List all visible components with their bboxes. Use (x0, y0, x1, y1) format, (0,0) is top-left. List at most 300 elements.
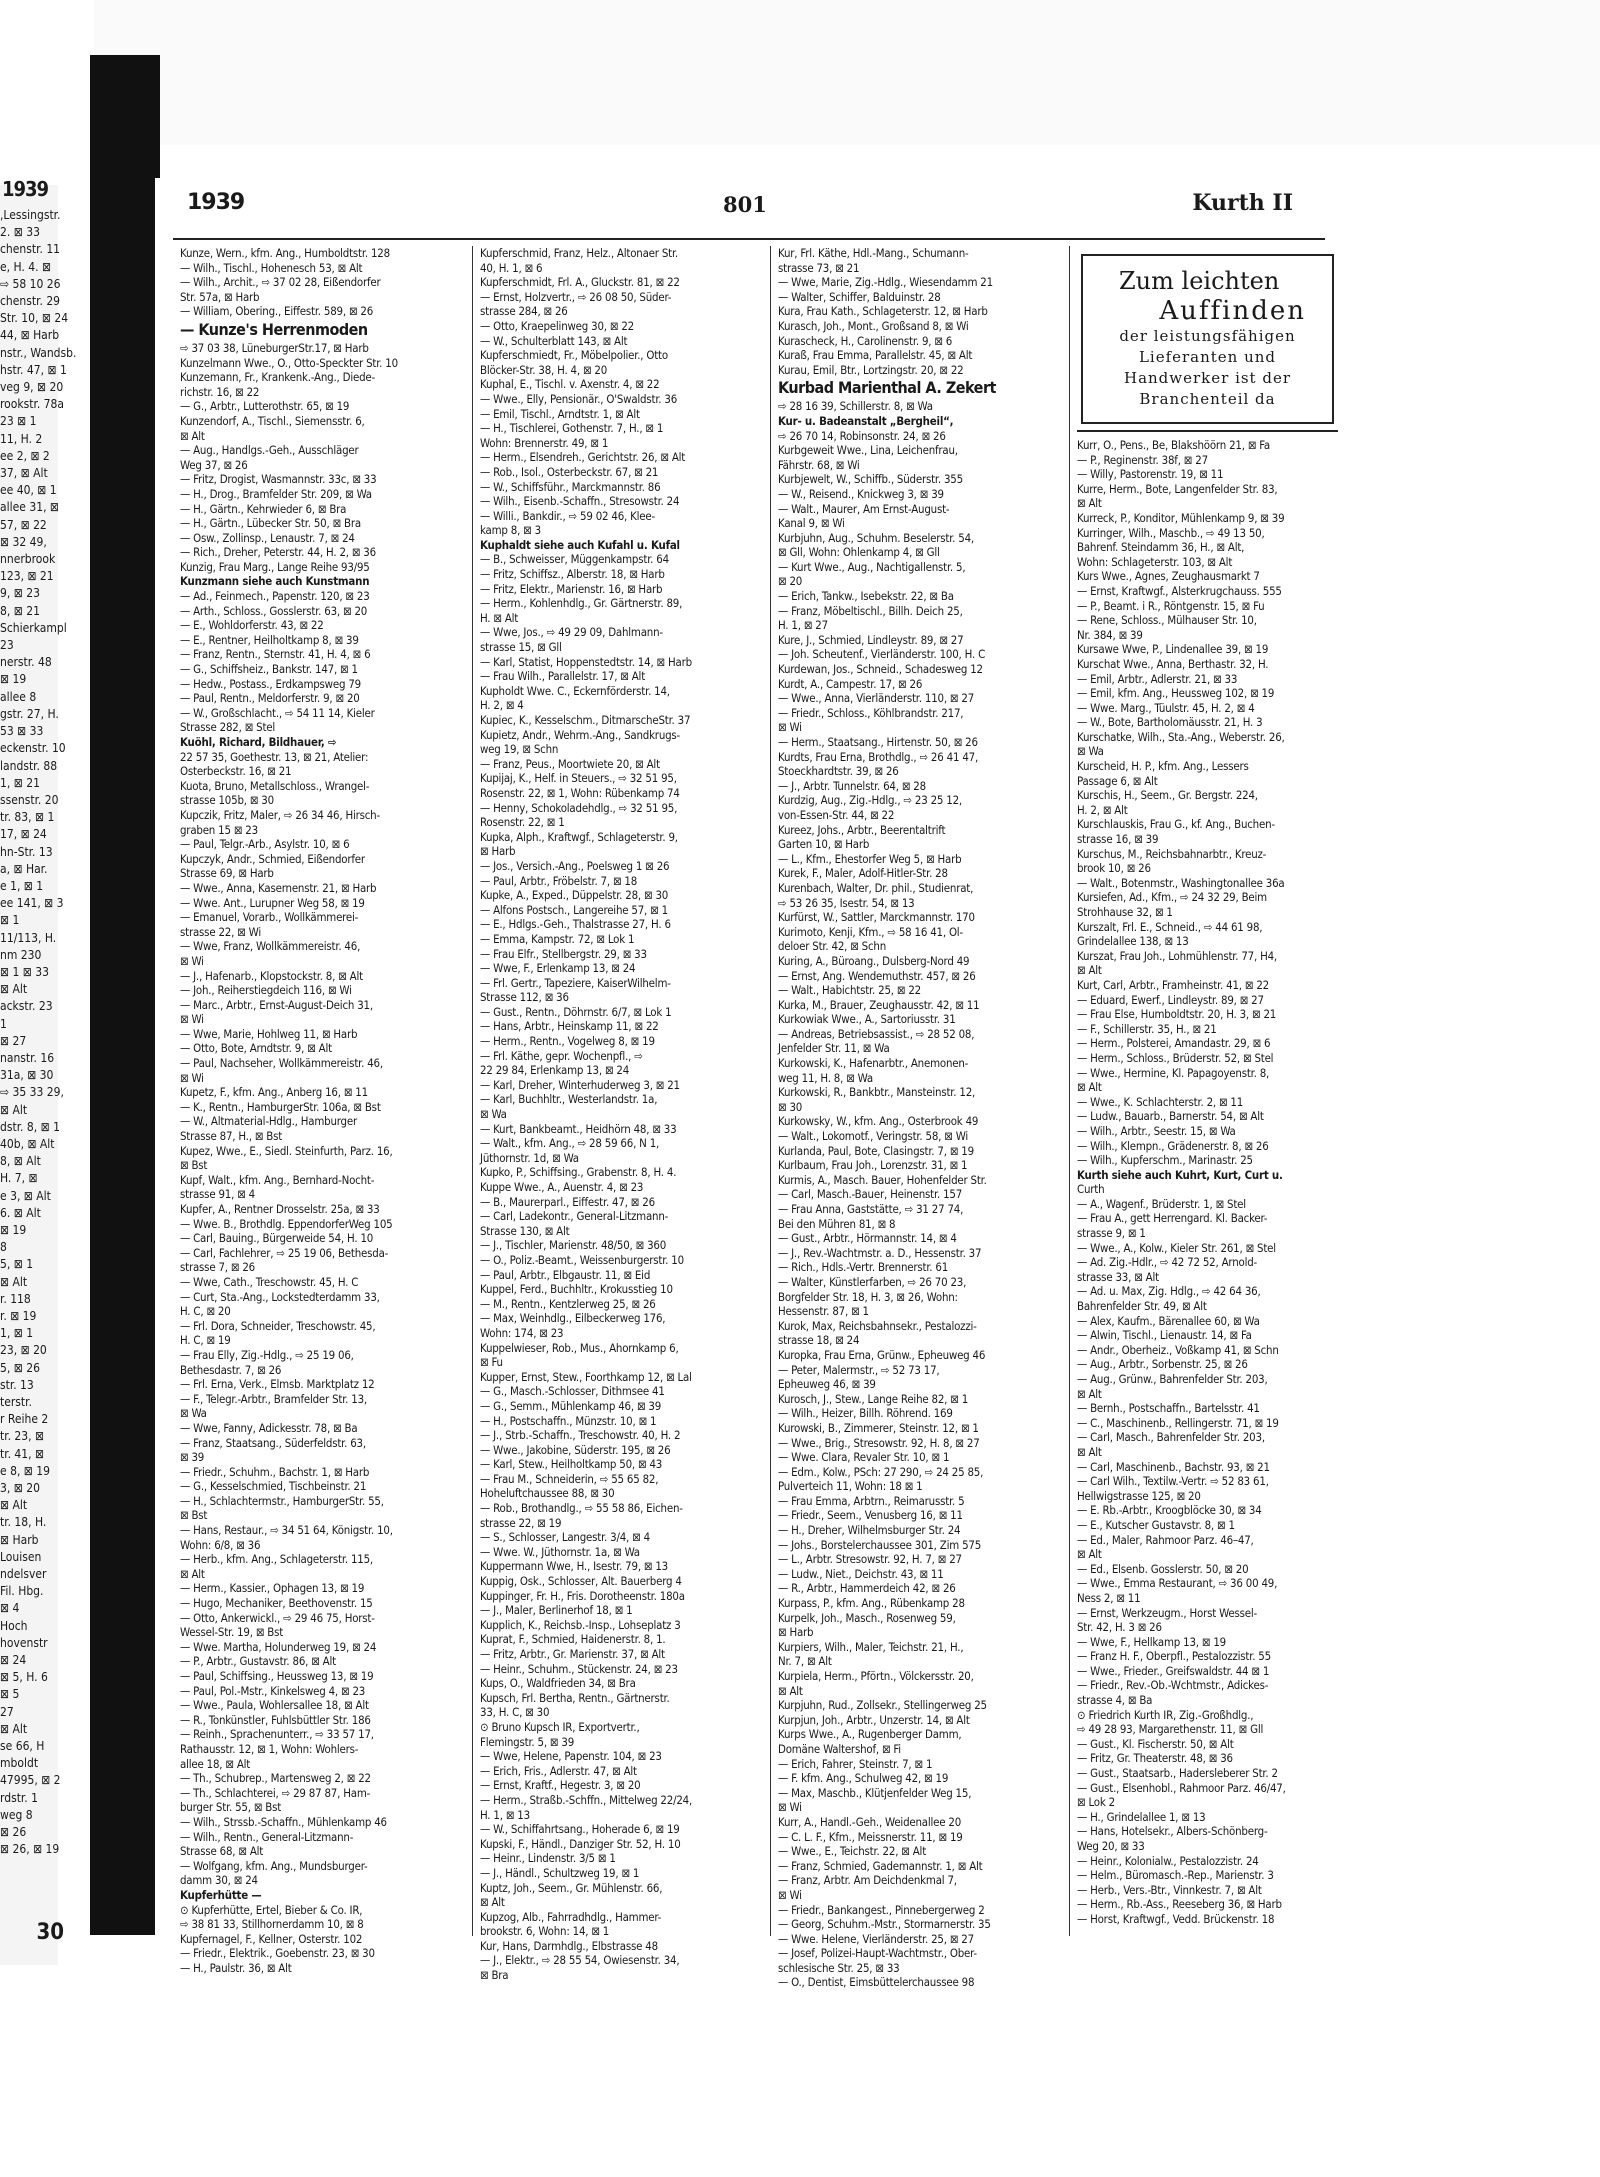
directory-entry: Kupholdt Wwe. C., Eckernförderstr. 14, (480, 683, 670, 698)
directory-entry: Rathausstr. 12, ⊠ 1, Wohn: Wohlers- (180, 1741, 359, 1756)
previous-page-line: 3, ⊠ 20 (0, 1481, 40, 1496)
directory-entry: — Wwe., Brig., Stresowstr. 92, H. 8, ⊠ 27 (778, 1435, 980, 1450)
directory-entry: H. 1, ⊠ 13 (480, 1807, 530, 1822)
directory-entry: Kurlanda, Paul, Bote, Clasingstr. 7, ⊠ 19 (778, 1143, 974, 1158)
directory-entry: — Joh. Scheutenf., Vierländerstr. 100, H. C (778, 647, 986, 662)
directory-entry: Hessenstr. 87, ⊠ 1 (778, 1304, 869, 1319)
directory-entry: — Aug., Handlgs.-Geh., Ausschläger (180, 443, 359, 458)
previous-page-line: hovenstr (0, 1635, 48, 1650)
directory-entry: Kurkowski, R., Bankbtr., Mansteinstr. 12, (778, 1085, 976, 1100)
scan-top-margin (0, 0, 1600, 145)
directory-entry: — Ad., Feinmech., Papenstr. 120, ⊠ 23 (180, 589, 370, 604)
directory-entry: ⊙ Kupferhütte, Ertel, Bieber & Co. IR, (180, 1902, 363, 1917)
directory-entry: ⊠ 39 (180, 1450, 205, 1465)
previous-page-line: se 66, H (0, 1739, 45, 1754)
directory-entry: Borgfelder Str. 18, H. 3, ⊠ 26, Wohn: (778, 1289, 958, 1304)
directory-entry: — Paul, Arbtr., Elbgaustr. 11, ⊠ Eid (480, 1267, 651, 1282)
directory-entry: — J., Arbtr. Tunnelstr. 64, ⊠ 28 (778, 778, 926, 793)
directory-entry: Kurscheid, H. P., kfm. Ang., Lessers (1077, 759, 1249, 774)
directory-entry: — J., Rev.-Wachtmstr. a. D., Hessenstr. 37 (778, 1245, 982, 1260)
directory-entry: — Herm., Straßb.-Schffn., Mittelweg 22/24, (480, 1792, 693, 1807)
previous-page-line: a, ⊠ Har. (0, 861, 48, 876)
directory-entry: Kurka, M., Brauer, Zeughausstr. 42, ⊠ 11 (778, 997, 980, 1012)
directory-entry: Kurok, Max, Reichsbahnsekr., Pestalozzi- (778, 1318, 977, 1333)
previous-page-line: terstr. (0, 1395, 32, 1410)
previous-page-line: 1 (0, 1016, 7, 1031)
previous-page-line: ⊠ 4 (0, 1601, 20, 1616)
directory-entry: — Herm., Staatsang., Hirtenstr. 50, ⊠ 26 (778, 735, 978, 749)
previous-page-line: nstr., Wandsb. (0, 345, 77, 360)
column-2 (473, 246, 771, 1983)
directory-entry: Strasse 68, ⊠ Alt (180, 1844, 264, 1859)
directory-entry: — G., Masch.-Schlosser, Dithmsee 41 (480, 1384, 665, 1399)
directory-entry: Kupetz, F., kfm. Ang., Anberg 16, ⊠ 11 (180, 1085, 368, 1100)
directory-entry: Wohn: Brennerstr. 49, ⊠ 1 (480, 435, 609, 450)
directory-entry: — Frl. Erna, Verk., Elmsb. Marktplatz 12 (180, 1377, 375, 1392)
directory-entry: ⊠ Alt (1077, 496, 1102, 511)
directory-entry: — L., Kfm., Ehestorfer Weg 5, ⊠ Harb (778, 851, 962, 866)
directory-entry: — H., Gärtn., Kehrwieder 6, ⊠ Bra (180, 501, 347, 516)
previous-page-fragment (0, 177, 77, 1965)
ad-line-5: Handwerker ist der (1123, 369, 1292, 387)
directory-entry: von-Essen-Str. 44, ⊠ 22 (778, 807, 895, 822)
directory-entry: Kuptz, Joh., Seem., Gr. Mühlenstr. 66, (480, 1880, 663, 1895)
directory-entry: — Peter, Malermstr., ⇨ 52 73 17, (778, 1362, 940, 1377)
directory-entry: — E., Rentner, Heilholtkamp 8, ⊠ 39 (180, 632, 359, 647)
directory-entry: — Ernst, Kraftwgf., Alsterkrugchauss. 555 (1077, 583, 1282, 598)
previous-page-line: 1, ⊠ 1 (0, 1326, 34, 1341)
directory-entry: Kurbgeweit Wwe., Lina, Leichenfrau, (778, 443, 958, 458)
directory-entry: — P., Reginenstr. 38f, ⊠ 27 (1077, 452, 1208, 467)
previous-page-line: ndelsver (0, 1567, 47, 1582)
previous-page-line: e 8, ⊠ 19 (0, 1463, 51, 1478)
directory-entry: ⇨ 49 28 93, Margarethenstr. 11, ⊠ Gll (1077, 1722, 1264, 1737)
directory-entry: — Wwe. Helene, Vierländerstr. 25, ⊠ 27 (778, 1931, 974, 1946)
directory-entry: Kuota, Bruno, Metallschloss., Wrangel- (180, 778, 370, 793)
directory-entry: Kupferschmidt, Frl. A., Gluckstr. 81, ⊠ 22 (480, 275, 680, 290)
directory-entry: — Ed., Elsenb. Gosslerstr. 50, ⊠ 20 (1077, 1561, 1249, 1576)
previous-page-line: 11, H. 2 (0, 431, 43, 446)
previous-page-line: dstr. 8, ⊠ 1 (0, 1119, 60, 1134)
directory-entry: — Frau Wilh., Parallelstr. 17, ⊠ Alt (480, 669, 646, 684)
directory-entry: ⊠ Alt (1077, 1386, 1102, 1401)
directory-entry: — Herb., kfm. Ang., Schlageterstr. 115, (180, 1552, 373, 1567)
directory-entry: Kurpjuhn, Rud., Zollsekr., Stellingerweg 25 (778, 1698, 987, 1713)
directory-entry: — Walt., Maurer, Am Ernst-August- (778, 501, 950, 516)
previous-page-line: rdstr. 1 (0, 1790, 38, 1805)
directory-entry: Weg 20, ⊠ 33 (1077, 1839, 1145, 1853)
directory-entry: Jenfelder Str. 11, ⊠ Wa (778, 1041, 890, 1056)
directory-entry: ⊠ Alt (1077, 1444, 1102, 1459)
directory-entry: — Otto, Bote, Arndtstr. 9, ⊠ Alt (180, 1041, 332, 1056)
directory-entry: Kurau, Emil, Btr., Lortzingstr. 20, ⊠ 22 (778, 362, 964, 377)
directory-entry: — Franz H. F., Oberpfl., Pestalozzistr. 55 (1077, 1649, 1271, 1664)
directory-entry: Str. 57a, ⊠ Harb (180, 289, 260, 304)
directory-entry: — Paul, Arbtr., Fröbelstr. 7, ⊠ 18 (480, 873, 638, 888)
directory-entry: — Gust., Elsenhobl., Rahmoor Parz. 46/47, (1077, 1780, 1286, 1795)
directory-entry: — R., Arbtr., Hammerdeich 42, ⊠ 26 (778, 1581, 956, 1596)
directory-entry: H. 1, ⊠ 27 (778, 618, 828, 633)
previous-page-line: ⊠ Alt (0, 1274, 28, 1289)
previous-page-line: tr. 23, ⊠ (0, 1429, 45, 1444)
directory-entry: Blöcker-Str. 38, H. 4, ⊠ 20 (480, 362, 608, 377)
column-3 (771, 246, 1070, 1990)
directory-entry: Curth (1077, 1182, 1105, 1197)
previous-page-line: nanstr. 16 (0, 1050, 55, 1065)
directory-entry: — Emanuel, Vorarb., Wollkämmerei- (180, 910, 359, 925)
previous-page-line: ⊠ Alt (0, 1102, 28, 1117)
directory-entry: ⊠ Wi (778, 1887, 802, 1902)
directory-entry: — Gust., Rentn., Döhrnstr. 6/7, ⊠ Lok 1 (480, 1004, 672, 1019)
directory-entry: — Bernh., Postschaffn., Bartelsstr. 41 (1077, 1401, 1260, 1416)
directory-entry: brookstr. 6, Wohn: 14, ⊠ 1 (480, 1924, 610, 1939)
directory-entry: — Andr., Oberheiz., Voßkamp 41, ⊠ Schn (1077, 1342, 1279, 1357)
directory-entry: — Rene, Schloss., Mülhauser Str. 10, (1077, 613, 1257, 628)
directory-entry: — Gust., Arbtr., Hörmannstr. 14, ⊠ 4 (778, 1231, 957, 1246)
directory-entry: — Wwe. Ant., Lurupner Weg 58, ⊠ 19 (180, 895, 365, 910)
directory-entry: Strasse 130, ⊠ Alt (480, 1223, 570, 1238)
directory-entry: Kupper, Ernst, Stew., Foorthkamp 12, ⊠ Lal (480, 1369, 692, 1384)
directory-entry: ⊠ Alt (1077, 963, 1102, 978)
directory-entry: — Paul, Pol.-Mstr., Kinkelsweg 4, ⊠ 23 (180, 1683, 366, 1698)
directory-entry: — Friedr., Bankangest., Pinnebergerweg 2 (778, 1902, 985, 1917)
previous-page-line: 57, ⊠ 22 (0, 517, 47, 532)
directory-entry: ⊠ Wi (180, 1070, 204, 1085)
directory-entry: — E., Kutscher Gustavstr. 8, ⊠ 1 (1077, 1517, 1235, 1532)
directory-entry: — Th., Schlachterei, ⇨ 29 87 87, Ham- (180, 1785, 371, 1800)
directory-entry: Kurr, O., Pens., Be, Blakshöörn 21, ⊠ Fa (1077, 438, 1270, 452)
directory-entry: — S., Schlosser, Langestr. 3/4, ⊠ 4 (480, 1530, 650, 1545)
directory-entry: Kupez, Wwe., E., Siedl. Steinfurth, Parz. 16, (180, 1143, 393, 1158)
directory-entry: strasse 91, ⊠ 4 (180, 1187, 255, 1202)
directory-columns (173, 246, 1345, 1990)
directory-entry: — W., Großschlacht., ⇨ 54 11 14, Kieler (180, 705, 375, 720)
directory-entry: — Otto, Ankerwickl., ⇨ 29 46 75, Horst- (180, 1610, 375, 1625)
directory-entry: — Wwe., K. Schlachterstr. 2, ⊠ 11 (1077, 1094, 1244, 1109)
directory-entry: — Wwe., Paula, Wohlersallee 18, ⊠ Alt (180, 1698, 369, 1713)
directory-entry: — Wwe., Emma Restaurant, ⇨ 36 00 49, (1077, 1576, 1278, 1591)
previous-page-line: Str. 10, ⊠ 24 (0, 311, 69, 326)
directory-entry: H. 2, ⊠ 4 (480, 698, 524, 713)
directory-entry: 33, H. C, ⊠ 30 (480, 1705, 550, 1720)
directory-entry: — Wwe., Hermine, Kl. Papagoyenstr. 8, (1077, 1065, 1270, 1080)
directory-entry: Kurszat, Frau Joh., Lohmühlenstr. 77, H4, (1077, 948, 1277, 963)
directory-entry: — W., Reisend., Knickweg 3, ⊠ 39 (778, 486, 944, 501)
directory-entry: — Franz, Staatsang., Süderfeldstr. 63, (180, 1435, 366, 1450)
directory-entry: Kurek, F., Maler, Adolf-Hitler-Str. 28 (778, 866, 948, 881)
directory-entry: Kupferschmiedt, Fr., Möbelpolier., Otto (480, 348, 668, 363)
directory-entry: Kunzemann, Fr., Krankenk.-Ang., Diede- (180, 370, 375, 385)
directory-entry: — J., Elektr., ⇨ 28 55 54, Owiesenstr. 34, (480, 1953, 680, 1968)
directory-entry: Kunzendorf, A., Tischl., Siemensstr. 6, (180, 413, 365, 428)
directory-entry: strasse 105b, ⊠ 30 (180, 793, 274, 808)
directory-entry: — Max, Maschb., Klütjenfelder Weg 15, (778, 1785, 972, 1800)
directory-entry: Wohn: Schlageterstr. 103, ⊠ Alt (1077, 554, 1233, 569)
directory-entry: Kupferhütte — (180, 1887, 262, 1902)
directory-entry: — Th., Schubrep., Martensweg 2, ⊠ 22 (180, 1771, 371, 1786)
directory-entry: ⇨ 38 81 33, Stillhornerdamm 10, ⊠ 8 (180, 1917, 364, 1932)
directory-entry: ⇨ 28 16 39, Schillerstr. 8, ⊠ Wa (778, 399, 933, 414)
directory-entry: — Erich, Fahrer, Steinstr. 7, ⊠ 1 (778, 1756, 933, 1771)
directory-entry: — Carl, Bauing., Bürgerweide 54, H. 10 (180, 1231, 374, 1246)
directory-entry: Kure, J., Schmied, Lindleystr. 89, ⊠ 27 (778, 632, 964, 647)
directory-entry: — Paul, Nachseher, Wollkämmereistr. 46, (180, 1056, 383, 1071)
ad-line-3: der leistungsfähigen (1119, 327, 1296, 345)
directory-entry: — Ernst, Ang. Wendemuthstr. 457, ⊠ 26 (778, 968, 976, 983)
directory-entry: — Otto, Kraepelinweg 30, ⊠ 22 (480, 318, 634, 333)
directory-entry: — Frl. Dora, Schneider, Treschowstr. 45, (180, 1318, 376, 1333)
directory-entry: — Fritz, Drogist, Wasmannstr. 33c, ⊠ 33 (180, 472, 377, 487)
directory-entry: Kur, Frl. Käthe, Hdl.-Mang., Schumann- (778, 246, 969, 260)
directory-entry: — Horst, Kraftwgf., Vedd. Brückenstr. 18 (1077, 1911, 1275, 1926)
directory-entry: Hellwigstrasse 125, ⊠ 20 (1077, 1488, 1201, 1503)
directory-entry: — P., Beamt. i R., Röntgenstr. 15, ⊠ Fu (1077, 598, 1265, 613)
directory-entry: Pulverteich 11, Wohn: 18 ⊠ 1 (778, 1479, 923, 1494)
directory-entry: — Walter, Schiffer, Balduinstr. 28 (778, 289, 941, 304)
previous-page-line: 5, ⊠ 1 (0, 1257, 34, 1272)
directory-entry: — Walt., Lokomotf., Veringstr. 58, ⊠ Wi (778, 1129, 969, 1144)
directory-entry: — H., Postschaffn., Münzstr. 10, ⊠ 1 (480, 1413, 657, 1428)
header-rule (173, 238, 1325, 240)
previous-page-number: 30 (36, 1920, 64, 1945)
directory-entry: ⊠ 20 (778, 574, 803, 589)
previous-page-line: 9, ⊠ 23 (0, 586, 40, 601)
previous-page-line: hn-Str. 13 (0, 844, 53, 859)
directory-entry: — Ad. Zig.-Hdlr., ⇨ 42 72 52, Arnold- (1077, 1255, 1258, 1270)
header-year: 1939 (187, 190, 245, 215)
directory-entry: — Helm., Büromasch.-Rep., Marienstr. 3 (1077, 1868, 1274, 1883)
directory-entry: — Wwe, Helene, Papenstr. 104, ⊠ 23 (480, 1749, 662, 1764)
directory-entry: — Wwe, Fanny, Adickesstr. 78, ⊠ Ba (180, 1420, 358, 1435)
directory-entry: — Frau Elfr., Stellbergstr. 29, ⊠ 33 (480, 946, 647, 961)
directory-entry: Kureez, Johs., Arbtr., Beerentaltrift (778, 822, 946, 837)
directory-entry: — Wolfgang, kfm. Ang., Mundsburger- (180, 1858, 368, 1873)
directory-entry: — Herm., Rb.-Ass., Reeseberg 36, ⊠ Harb (1077, 1897, 1282, 1912)
previous-page-line: ⊠ Harb (0, 1532, 39, 1547)
directory-entry: — J., Händl., Schultzweg 19, ⊠ 1 (480, 1865, 640, 1880)
directory-entry: Grindelallee 138, ⊠ 13 (1077, 934, 1189, 949)
directory-entry: ⊠ Fu (480, 1355, 503, 1370)
directory-entry: Kuphaldt siehe auch Kufahl u. Kufal (480, 537, 680, 552)
directory-entry: Kurre, Herm., Bote, Langenfelder Str. 83, (1077, 481, 1278, 496)
directory-entry: — J., Maler, Berlinerhof 18, ⊠ 1 (480, 1603, 633, 1618)
directory-entry: Kurreck, P., Konditor, Mühlenkamp 9, ⊠ 39 (1077, 510, 1285, 525)
directory-entry: — Wwe, Marie, Zig.-Hdlg., Wiesendamm 21 (778, 275, 993, 290)
previous-page-line: ⊠ 1 ⊠ 33 (0, 964, 49, 979)
directory-entry: — Erich, Tankw., Isebekstr. 22, ⊠ Ba (778, 589, 954, 604)
directory-entry: Kupski, F., Händl., Danziger Str. 52, H. 10 (480, 1836, 681, 1851)
directory-entry: — Willi., Bankdir., ⇨ 59 02 46, Klee- (480, 508, 656, 523)
directory-entry: — W., Schiffsführ., Marckmannstr. 86 (480, 479, 661, 494)
directory-entry: Kurosch, J., Stew., Lange Reihe 82, ⊠ 1 (778, 1391, 969, 1406)
directory-entry: — Friedr., Elektrik., Goebenstr. 23, ⊠ 30 (180, 1946, 375, 1961)
directory-entry: — Edm., Kolw., PSch: 27 290, ⇨ 24 25 85, (778, 1464, 984, 1479)
previous-page-line: 123, ⊠ 21 (0, 569, 54, 584)
directory-entry: Jüthornstr. 1d, ⊠ Wa (480, 1150, 579, 1165)
previous-page-line: nm 230 (0, 947, 42, 962)
directory-entry: ⊠ Bra (480, 1968, 509, 1983)
directory-entry: Kurascheck, H., Carolinenstr. 9, ⊠ 6 (778, 333, 953, 348)
directory-entry: — Osw., Zollinsp., Lenaustr. 7, ⊠ 24 (180, 530, 355, 545)
previous-page-line: e 3, ⊠ Alt (0, 1188, 51, 1203)
header-page-number: 801 (723, 192, 767, 217)
directory-entry: — O., Dentist, Eimsbüttelerchaussee 98 (778, 1975, 975, 1990)
scan-bottom-margin (0, 2017, 1600, 2177)
directory-entry: brook 10, ⊠ 26 (1077, 861, 1151, 876)
directory-entry: ⊠ Wi (778, 720, 802, 735)
previous-page-line: 1, ⊠ 21 (0, 775, 40, 790)
directory-entry: Kupf, Walt., kfm. Ang., Bernhard-Nocht- (180, 1172, 375, 1187)
directory-entry: Kupfernagel, F., Kellner, Osterstr. 102 (180, 1931, 363, 1946)
directory-entry: Kuppermann Wwe, H., Isestr. 79, ⊠ 13 (480, 1559, 669, 1574)
previous-page-line: ⊠ 1 (0, 913, 20, 928)
directory-entry: — J., Strb.-Schaffn., Treschowstr. 40, H. 2 (480, 1428, 681, 1443)
previous-page-line: Fil. Hbg. (0, 1584, 44, 1599)
directory-entry: — William, Obering., Eiffestr. 589, ⊠ 26 (180, 304, 374, 319)
book-spine-shadow (90, 55, 160, 1935)
directory-entry: — Gust., Kl. Fischerstr. 50, ⊠ Alt (1077, 1736, 1234, 1751)
directory-entry: — Frl. Gertr., Tapeziere, KaiserWilhelm- (480, 975, 671, 990)
directory-entry: — Wilh., Tischl., Hohenesch 53, ⊠ Alt (180, 260, 363, 275)
directory-entry: — Andreas, Betriebsassist., ⇨ 28 52 08, (778, 1026, 975, 1041)
directory-entry: — Heinr., Kolonialw., Pestalozzistr. 24 (1077, 1853, 1259, 1868)
directory-entry: Kupzog, Alb., Fahrradhdlg., Hammer- (480, 1909, 662, 1924)
directory-entry: — Karl, Dreher, Winterhuderweg 3, ⊠ 21 (480, 1077, 680, 1092)
previous-page-line: 47995, ⊠ 2 (0, 1773, 61, 1788)
directory-entry: Kupczyk, Andr., Schmied, Eißendorfer (180, 851, 365, 866)
directory-entry: — W., Bote, Bartholomäusstr. 21, H. 3 (1077, 715, 1263, 730)
directory-entry: Kurlbaum, Frau Joh., Lorenzstr. 31, ⊠ 1 (778, 1158, 968, 1173)
directory-entry: — Walt., kfm. Ang., ⇨ 28 59 66, N 1, (480, 1136, 660, 1151)
directory-entry: Kurpelk, Joh., Masch., Rosenweg 59, (778, 1610, 956, 1625)
previous-page-line: chenstr. 29 (0, 294, 61, 309)
directory-entry: — Paul, Schiffsing., Heussweg 13, ⊠ 19 (180, 1669, 374, 1683)
directory-entry: — Carl, Maschinenb., Bachstr. 93, ⊠ 21 (1077, 1459, 1270, 1474)
previous-page-lines (0, 207, 77, 1859)
directory-entry: — H., Tischlerei, Gothenstr. 7, H., ⊠ 1 (480, 421, 664, 436)
previous-page-line: ⊠ 19 (0, 1222, 27, 1237)
previous-page-line: str. 13 (0, 1377, 34, 1392)
directory-entry: Kunzig, Frau Marg., Lange Reihe 93/95 (180, 559, 370, 574)
directory-entry: Ness 2, ⊠ 11 (1077, 1590, 1141, 1605)
directory-entry: Kurasch, Joh., Mont., Großsand 8, ⊠ Wi (778, 318, 969, 333)
directory-entry: — G., Schiffsheiz., Bankstr. 147, ⊠ 1 (180, 662, 358, 677)
directory-entry: Osterbeckstr. 16, ⊠ 21 (180, 764, 292, 779)
directory-entry: Kura, Frau Kath., Schlageterstr. 12, ⊠ Harb (778, 304, 988, 319)
previous-page-line: 8, ⊠ Alt (0, 1154, 41, 1169)
previous-page-line: ⇨ 35 33 29, (0, 1085, 64, 1100)
previous-page-line: r Reihe 2 (0, 1412, 49, 1427)
previous-page-line: ,Lessingstr. (0, 208, 61, 222)
directory-entry: — Walter, Künstlerfarben, ⇨ 26 70 23, (778, 1274, 967, 1289)
directory-entry: — Franz, Schmied, Gademannstr. 1, ⊠ Alt (778, 1858, 983, 1873)
directory-entry: Stoeckhardtstr. 39, ⊠ 26 (778, 764, 899, 779)
directory-entry: — A., Wagenf., Brüderstr. 1, ⊠ Stel (1077, 1196, 1246, 1211)
directory-entry: Wohn: 6/8, ⊠ 36 (180, 1537, 261, 1552)
directory-entry: — H., Paulstr. 36, ⊠ Alt (180, 1960, 292, 1975)
directory-entry: — Johs., Borstelerchaussee 301, Zim 575 (778, 1537, 982, 1552)
directory-entry: — Wwe., Jakobine, Süderstr. 195, ⊠ 26 (480, 1442, 671, 1457)
directory-entry: — Emil, Tischl., Arndtstr. 1, ⊠ Alt (480, 406, 640, 421)
previous-page-line: tr. 41, ⊠ (0, 1446, 45, 1461)
directory-entry: — Hans, Restaur., ⇨ 34 51 64, Königstr. 10, (180, 1523, 393, 1538)
directory-entry: — Wilh., Eisenb.-Schaffn., Stresowstr. 24 (480, 494, 680, 509)
directory-entry: strasse 22, ⊠ Wi (180, 924, 262, 939)
directory-entry: — Wwe. Martha, Holunderweg 19, ⊠ 24 (180, 1639, 377, 1654)
directory-entry: Kurt, Carl, Arbtr., Framheinstr. 41, ⊠ 22 (1077, 977, 1269, 992)
directory-entry: Kuppelwieser, Rob., Mus., Ahornkamp 6, (480, 1340, 679, 1355)
previous-page-line: ⊠ Alt (0, 1498, 28, 1513)
directory-entry: Hoheluftchaussee 88, ⊠ 30 (480, 1486, 615, 1501)
directory-entry: — Joh., Reiherstiegdeich 116, ⊠ Wi (180, 983, 352, 998)
directory-entry: — Fritz, Arbtr., Gr. Marienstr. 37, ⊠ Alt (480, 1647, 665, 1661)
directory-entry: Bahrenf. Steindamm 36, H., ⊠ Alt, (1077, 540, 1245, 555)
previous-page-line: 8 (0, 1240, 7, 1255)
directory-entry: — Aug., Arbtr., Sorbenstr. 25, ⊠ 26 (1077, 1357, 1248, 1372)
directory-entry: — Friedr., Seem., Venusberg 16, ⊠ 11 (778, 1508, 963, 1523)
directory-entry: — Carl, Fachlehrer, ⇨ 25 19 06, Bethesda- (180, 1245, 389, 1260)
directory-entry: H. C, ⊠ 19 (180, 1333, 231, 1348)
directory-entry: Kurschat Wwe., Anna, Berthastr. 32, H. (1077, 656, 1269, 671)
directory-entry: Kunzelmann Wwe., O., Otto-Speckter Str. 10 (180, 355, 398, 370)
directory-entry: — J., Hafenarb., Klopstockstr. 8, ⊠ Alt (180, 968, 363, 983)
directory-entry: Kupfer, A., Rentner Drosselstr. 25a, ⊠ 33 (180, 1202, 380, 1216)
directory-entry: Kupczik, Fritz, Maler, ⇨ 26 34 46, Hirsch- (180, 807, 380, 822)
previous-page-line: mboldt (0, 1756, 39, 1771)
directory-entry: — Carl, Ladekontr., General-Litzmann- (480, 1209, 669, 1224)
previous-page-line: 31a, ⊠ 30 (0, 1068, 54, 1083)
previous-page-line: Schierkampl (0, 620, 67, 635)
directory-entry: — G., Kesselschmied, Tischbeinstr. 21 (180, 1479, 367, 1494)
directory-entry: — Herm., Kohlenhdlg., Gr. Gärtnerstr. 89, (480, 596, 683, 611)
directory-entry: — F., Schillerstr. 35, H., ⊠ 21 (1077, 1021, 1217, 1036)
directory-entry: Kupplich, K., Reichsb.-Insp., Lohseplatz 3 (480, 1617, 681, 1632)
directory-entry: deloer Str. 42, ⊠ Schn (778, 939, 887, 954)
directory-entry: — Wwe., Anna, Vierländerstr. 110, ⊠ 27 (778, 691, 975, 706)
previous-page-line: veg 9, ⊠ 20 (0, 380, 64, 395)
previous-page-line: ee 2, ⊠ 2 (0, 448, 50, 463)
directory-entry: — Wwe, F., Erlenkamp 13, ⊠ 24 (480, 961, 636, 976)
directory-entry: — Hedw., Postass., Erdkampsweg 79 (180, 676, 361, 691)
directory-entry: — Alex, Kaufm., Bärenallee 60, ⊠ Wa (1077, 1313, 1260, 1328)
directory-entry: — Rob., Isol., Osterbeckstr. 67, ⊠ 21 (480, 464, 659, 479)
directory-entry: allee 18, ⊠ Alt (180, 1756, 251, 1771)
directory-entry: Kurpiela, Herm., Pförtn., Völckersstr. 20, (778, 1669, 974, 1683)
directory-entry: — Emma, Kampstr. 72, ⊠ Lok 1 (480, 931, 635, 946)
directory-entry: Passage 6, ⊠ Alt (1077, 773, 1158, 788)
directory-entry: Kanal 9, ⊠ Wi (778, 516, 845, 531)
previous-page-year: 1939 (2, 177, 49, 201)
directory-entry: — Herm., Polsterei, Amandastr. 29, ⊠ 6 (1077, 1036, 1271, 1051)
previous-page-line: nnerbrook (0, 552, 56, 567)
directory-entry: — F., Telegr.-Arbtr., Bramfelder Str. 13, (180, 1391, 367, 1406)
directory-entry: weg 11, H. 8, ⊠ Wa (778, 1070, 873, 1085)
directory-entry: ⊠ Harb (480, 844, 516, 859)
directory-entry: — Hans, Arbtr., Heinskamp 11, ⊠ 22 (480, 1019, 659, 1034)
directory-entry: — Wwe, Franz, Wollkämmereistr. 46, (180, 939, 361, 954)
previous-page-line: allee 8 (0, 689, 37, 704)
directory-entry: Kuppig, Osk., Schlosser, Alt. Bauerberg 4 (480, 1574, 682, 1589)
previous-page-line: tr. 18, H. (0, 1515, 47, 1530)
previous-page-line: ⊠ 32 49, (0, 534, 47, 549)
directory-entry: — F. kfm. Ang., Schulweg 42, ⊠ 19 (778, 1771, 949, 1786)
directory-entry: — G., Semm., Mühlenkamp 46, ⊠ 39 (480, 1398, 662, 1413)
directory-entry: — Rich., Dreher, Peterstr. 44, H. 2, ⊠ 36 (180, 545, 376, 560)
previous-page-line: ⊠ 24 (0, 1653, 27, 1668)
directory-entry: ⇨ 53 26 35, Isestr. 54, ⊠ 13 (778, 895, 915, 910)
directory-entry: Kurr, A., Handl.-Geh., Weidenallee 20 (778, 1814, 962, 1829)
directory-entry: — Frl. Käthe, gepr. Wochenpfl., ⇨ (480, 1048, 643, 1063)
